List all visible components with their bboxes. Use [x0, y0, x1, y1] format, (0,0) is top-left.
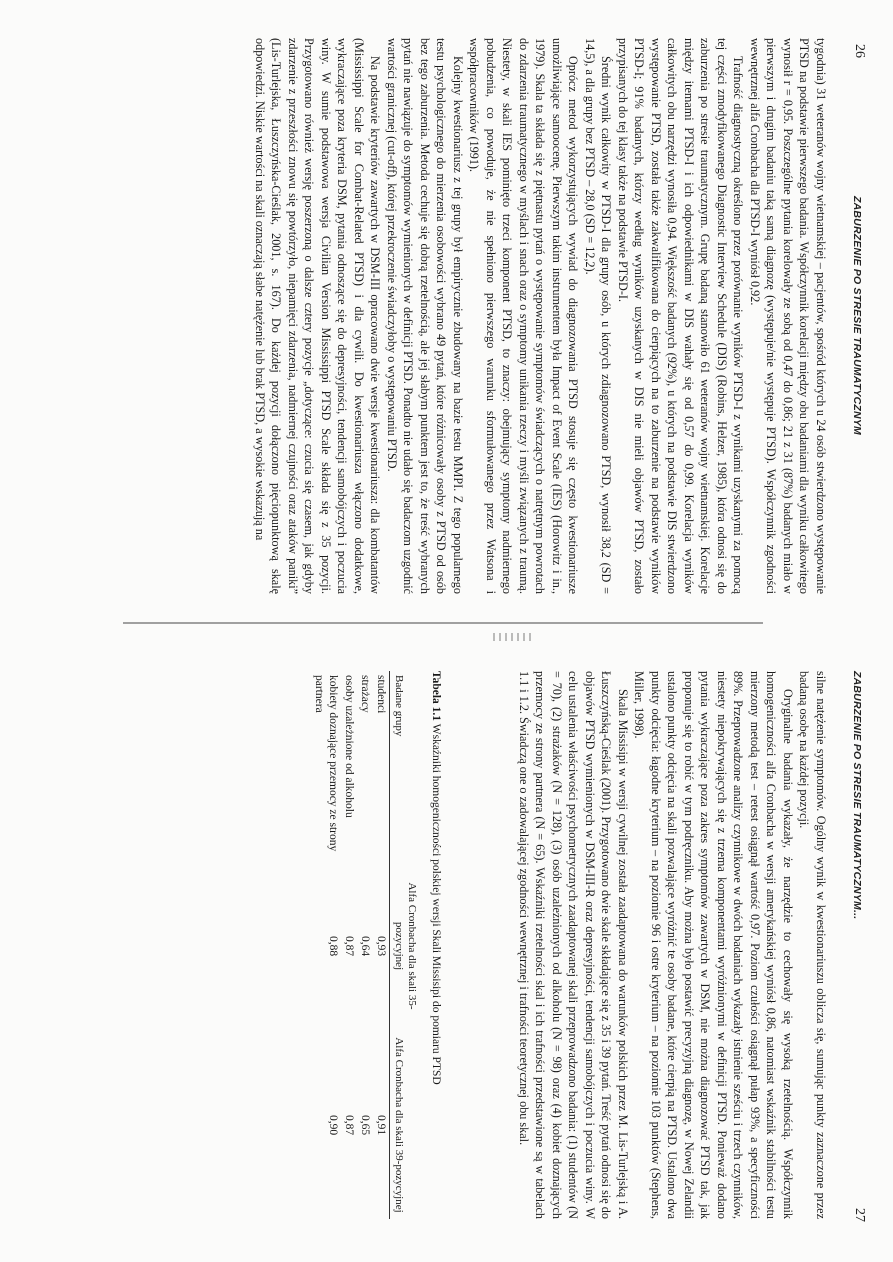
- paragraph: Średni wynik całkowity w PTSD-I dla grupy osób, u których zdiagnozowano PTSD, wynosił 38,2 (SD = 14,5), a dla grupy bez PTSD – 28,0 (SD = 12,2).: [583, 38, 614, 594]
- column-header: Badane grupy: [390, 671, 421, 861]
- table-1-1: [311, 671, 443, 1219]
- column-header: Alfa Cronbacha dla skali 39-pozycyjnej: [390, 1031, 421, 1219]
- right-body-text: [516, 671, 830, 1219]
- table-caption-text: Wskaźniki homogeniczności polskiej wersji Skali Missisipi do pomiaru PTSD: [430, 723, 442, 1085]
- page-number: 26: [852, 44, 867, 58]
- running-head: ZABURZENIE PO STRESIE TRAUMATYCZNYM...: [851, 671, 863, 920]
- running-head: ZABURZENIE PO STRESIE TRAUMATYCZNYM: [851, 196, 863, 435]
- paragraph: Kolejny kwestionariusz z tej grupy był empirycznie zbudowany na bazie testu MMPI. Z tego popularnego testu psychologicznego do mierzenia osobowości wybrano 49 pytań, które różnicowały osoby z PTSD od osób bez tego zaburzenia. Metoda cechuje się dobrą rzetelnością, ale jej słabym punktem jest to, że treść wybranych pytań nie nawiązuje do symptomów wymienionych w definicji PTSD. Ponadto nie udało się badaczom uzgodnić wartości granicznej (cut-off), której przekroczenie świadczyłoby o występowaniu PTSD.: [385, 38, 465, 594]
- alpha-39-cell: 0,87: [343, 1114, 355, 1136]
- group-cell: osoby uzależnione od alkoholu: [343, 675, 355, 818]
- table-row: [311, 671, 341, 1219]
- alpha-39-cell: 0,91: [375, 1114, 387, 1136]
- alpha-35-cell: 0,93: [375, 935, 387, 957]
- gutter-speckle: [493, 633, 533, 641]
- paragraph: Na podstawie kryteriów zawartych w DSM-III opracowano dwie wersje kwestionariusza: dla kombatantów (Mississippi Scale for Combat-Related PTSD) i dla cywili. Do kwestionariusza włączono dodatkowe, wykraczające poza kryteria DSM, pytania odnoszące się do depresyjności, tendencji samobójczych i poczucia winy. W sumie podstawowa wersja Civilian Version Mississippi PTSD Scale składa się z 35 pozycji. Przygotowano również wersję poszerzoną o dalsze cztery pozycje „dotyczące: czucia się czasem, jak gdyby zdarzenie z przeszłości znowu się powtórzyło, niepamięci zdarzenia, nadmiernej czujności oraz ataków paniki” (Lis-Turlejska, Łuszczyńska-Cieślak, 2001, s. 167). Do każdej pozycji dołączono pięciopunktową skalę odpowiedzi. Niskie wartości na skali oznaczają słabe natężenie lub brak PTSD, a wysokie wskazują na: [253, 38, 383, 594]
- alpha-39-cell: 0,65: [359, 1114, 371, 1136]
- table-row: [341, 671, 357, 1219]
- table-label: Tabela 1.1: [430, 671, 442, 722]
- paragraph: Oryginalne badania wykazały, że narzędzie to cechowały się wysoką rzetelnością. Współczynnik homogeniczności alfa Cronbacha w wersji amerykańskiej wyniósł 0,86, natomiast wskaźnik stabilności testu mierzony metodą test – retest osiągnął wartość 0,97. Poziom czułości osiągnął pułap 93%, a specyficzności 89%. Przeprowadzone analizy czynnikowe w dwóch badaniach wykazały istnienie sześciu i trzech czynników, niestety niepokrywających się z trzema komponentami wyróżnionymi w definicji PTSD. Ponieważ dodano pytania wykraczające poza zakres symptomów zawartych w DSM, nie można diagnozować PTSD tak, jak proponuje się to robić w tym podręczniku. Aby można było postawić precyzyjną diagnozę, w Nowej Zelandii ustalono punkty odcięcia na skali pozwalające wyróżnić te osoby badane, które cierpią na PTSD. Ustalono dwa punkty odcięcia: łagodne kryterium – na poziomie 96 i ostre kryterium – na poziomie 103 punktów (Stephens, Miller, 1998).: [632, 671, 795, 1219]
- table-row: [373, 671, 390, 1219]
- paragraph: Skala Missisipi w wersji cywilnej została zaadaptowana do warunków polskich przez M. Lis-Turlejską i A. Łuszczyńską-Cieślak (2001). Przygotowano dwie skale składające się z 35 i 39 pytań. Treść pytań odnosi się do objawów PTSD wymienionych w DSM-III-R oraz depresyjności, tendencji samobójczych i poczucia winy. W celu ustalenia właściwości psychometrycznych zaadaptowanej skali przeprowadzono badania: (1) studentów (N = 70), (2) strażaków (N = 128), (3) osób uzależnionych od alkoholu (N = 98) oraz (4) kobiet doznających przemocy ze strony partnera (N = 65). Wskaźniki rzetelności skal i ich trafności przedstawione są w tabelach 1.1 i 1.2. Świadczą one o zadowalającej zgodności wewnętrznej i trafności teoretycznej obu skal.: [517, 671, 630, 1219]
- group-cell: strażacy: [359, 675, 371, 713]
- alpha-35-cell: 0,87: [343, 935, 355, 957]
- table-header-row: [390, 671, 421, 1219]
- alpha-35-cell: 0,88: [327, 935, 339, 957]
- alpha-39-cell: 0,90: [327, 1114, 339, 1136]
- right-page: [0, 631, 893, 1262]
- group-cell: studenci: [375, 675, 387, 714]
- alpha-35-cell: 0,64: [359, 935, 371, 957]
- paragraph: Oprócz metod wykorzystujących wywiad do diagnozowania PTSD stosuje się często kwestionariusze umożliwiające samoocenę. Pierwszym takim instrumentem była Impact of Event Scale (IES) (Horowitz i in., 1979). Skala ta składa się z piętnastu pytań o występowanie symptomów świadczących o natrętnym powrotach do zdarzenia traumatycznego w myślach i snach oraz o symptomy unikania rzeczy i myśli związanych z traumą. Niestety, w skali IES pominięto trzeci komponent PTSD, to znaczy: obejmujący symptomy nadmiernego pobudzenia, co powoduje, że nie spełniono pierwszego warunku sformułowanego przez Watsona i współpracowników (1991).: [467, 38, 581, 594]
- gutter-shadow: [123, 622, 763, 624]
- page-number: 27: [852, 1208, 867, 1222]
- table-caption: [428, 671, 443, 1219]
- paragraph: tygodnia) 31 weteranów wojny wietnamskiej – pacjentów, spośród których u 24 osób stwierdzono występowanie PTSD na podstawie pierwszego badania. Współczynnik korelacji między obu badaniami dla wyniku całkowitego wynosił r = 0,95. Poszczególne pytania korelowały ze sobą od 0,47 do 0,86; 21 z 31 (87%) badanych miało w pierwszym i drugim badaniu taką samą diagnozę (występuje/nie występuje PTSD). Współczynnik zgodności wewnętrznej alfa Cronbacha dla PTSD-I wyniósł 0,92.: [748, 38, 828, 594]
- paragraph: silne natężenie symptomów. Ogólny wynik w kwestionariuszu oblicza się, sumując punkty zaznaczone przez badaną osobę na każdej pozycji.: [797, 671, 828, 1219]
- left-body-text: [252, 38, 830, 594]
- paragraph: Trafność diagnostyczną określono przez porównanie wyników PTSD-I z wynikami uzyskanymi za pomocą tej części zmodyfikowanego Diagnostic Interview Schedule (DIS) (Robins, Helzer, 1985), która odnosi się do zaburzenia po stresie traumatycznym. Grupę badaną stanowiło 61 weteranów wojny wietnamskiej. Korelacje między itemami PTSD-I i ich odpowiednikami w DIS wahały się od 0,57 do 0,99. Korelacja wyników całkowitych obu narzędzi wynosiła 0,94. Większość badanych (92%), u których na podstawie DIS stwierdzono występowanie PTSD, została także zakwalifikowana do cierpiących na to zaburzenie na podstawie wyników PTSD-I; 91% badanych, którzy według wyników uzyskanych w DIS nie mieli objawów PTSD, zostało przypisanych do tej klasy także na podstawie PTSD-I.: [616, 38, 746, 594]
- homogeneity-table: [311, 671, 420, 1219]
- group-cell: kobiety doznające przemocy ze strony partnera: [313, 675, 339, 852]
- column-header: Alfa Cronbacha dla skali 35-pozycyjnej: [390, 861, 421, 1031]
- table-row: [357, 671, 373, 1219]
